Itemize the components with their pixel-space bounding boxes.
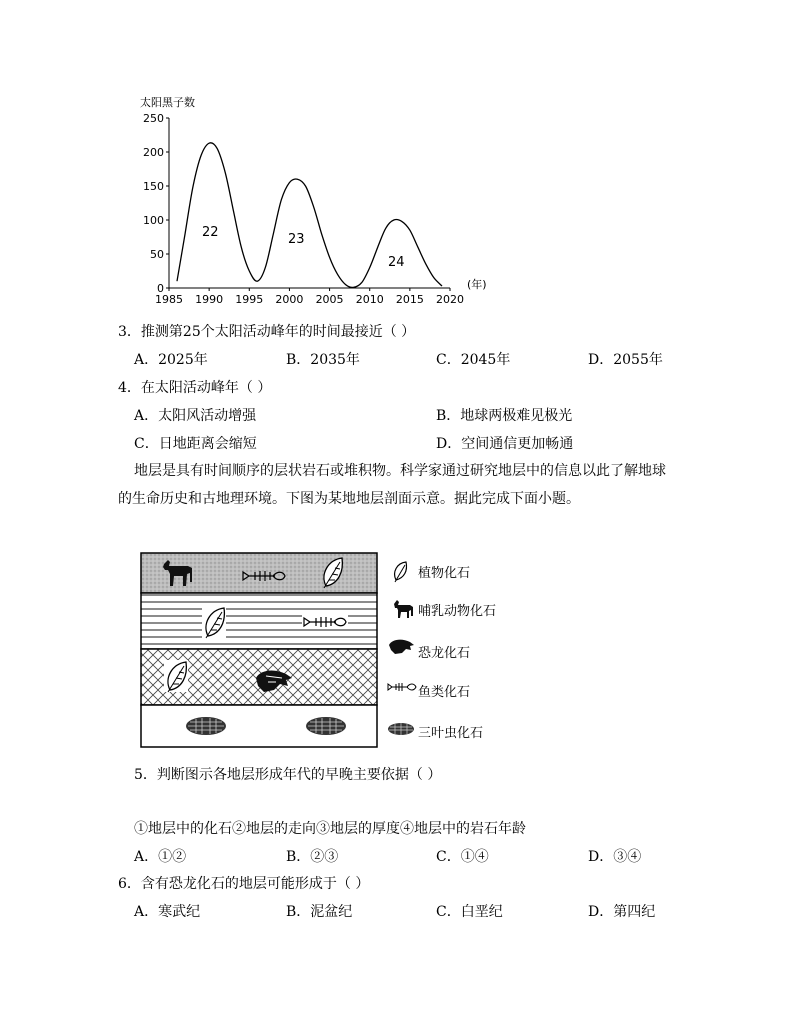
q6-option-c[interactable]: C．白垩纪 [436,904,503,920]
y-tick-label: 100 [143,214,164,227]
legend-mammal-icon [394,600,413,618]
legend-label-fish: 鱼类化石 [418,685,471,700]
question-6-stem: 6．含有恐龙化石的地层可能形成于（ ） [118,876,370,892]
q5-option-a[interactable]: A．①② [134,849,187,865]
y-tick-label: 250 [143,112,164,125]
x-axis [155,288,464,306]
y-tick-label: 0 [157,282,164,295]
chart-annotation-22: 22 [202,225,219,240]
q3-option-d[interactable]: D．2055年 [588,352,663,368]
plant-fossil-icon [164,660,188,692]
legend-label-mammal: 哺乳动物化石 [418,604,497,619]
legend-trilobite-icon [388,723,414,735]
legend-dinosaur-icon [389,640,414,654]
plant-fossil-icon [202,606,226,638]
q6-option-d[interactable]: D．第四纪 [588,904,656,920]
q4-option-d[interactable]: D．空间通信更加畅通 [436,436,574,452]
chart-annotation-23: 23 [288,232,305,247]
y-tick-label: 50 [150,248,164,261]
x-tick-label: 1985 [155,293,183,306]
q6-option-b[interactable]: B．泥盆纪 [286,904,353,920]
question-4-stem: 4．在太阳活动峰年（ ） [118,380,272,396]
trilobite-fossil-icon [186,717,226,735]
chart-xlabel: (年) [467,278,487,291]
legend-label-dinosaur: 恐龙化石 [418,646,471,661]
fish-fossil-icon [302,615,348,629]
q3-option-c[interactable]: C．2045年 [436,352,511,368]
question-5-statements: ①地层中的化石②地层的走向③地层的厚度④地层中的岩石年龄 [134,821,526,837]
y-tick-label: 200 [143,146,164,159]
intro-line-1: 地层是具有时间顺序的层状岩石或堆积物。科学家通过研究地层中的信息以此了解地球 [134,463,666,479]
x-tick-label: 2005 [315,293,344,306]
question-5-stem: 5．判断图示各地层形成年代的早晚主要依据（ ） [134,767,442,783]
x-tick-label: 2010 [355,293,384,306]
y-axis [143,112,169,295]
sunspot-chart [130,90,500,310]
q3-option-b[interactable]: B．2035年 [286,352,360,368]
legend-plant-icon [395,562,407,582]
chart-annotation-24: 24 [388,255,405,270]
legend-label-plant: 植物化石 [418,566,471,581]
x-tick-label: 2020 [436,293,464,306]
q4-option-b[interactable]: B．地球两极难见极光 [436,408,573,424]
chart-ylabel: 太阳黑子数 [140,96,195,109]
legend-fish-icon [388,683,416,691]
y-tick-label: 150 [143,180,164,193]
q5-option-c[interactable]: C．①④ [436,849,489,865]
q3-option-a[interactable]: A．2025年 [134,352,208,368]
x-tick-label: 1990 [195,293,224,306]
q4-option-c[interactable]: C．日地距离会缩短 [134,436,257,452]
legend-label-trilobite: 三叶虫化石 [418,726,484,741]
intro-line-2: 的生命历史和古地理环境。下图为某地地层剖面示意。据此完成下面小题。 [118,491,580,507]
trilobite-fossil-icon [306,717,346,735]
x-tick-label: 2000 [275,293,304,306]
q6-option-a[interactable]: A．寒武纪 [134,904,201,920]
q5-option-b[interactable]: B．②③ [286,849,339,865]
q5-option-d[interactable]: D．③④ [588,849,642,865]
question-3-stem: 3．推测第25个太阳活动峰年的时间最接近（ ） [118,324,416,340]
x-tick-label: 2015 [395,293,424,306]
x-tick-label: 1995 [235,293,264,306]
q4-option-a[interactable]: A．太阳风活动增强 [134,408,257,424]
